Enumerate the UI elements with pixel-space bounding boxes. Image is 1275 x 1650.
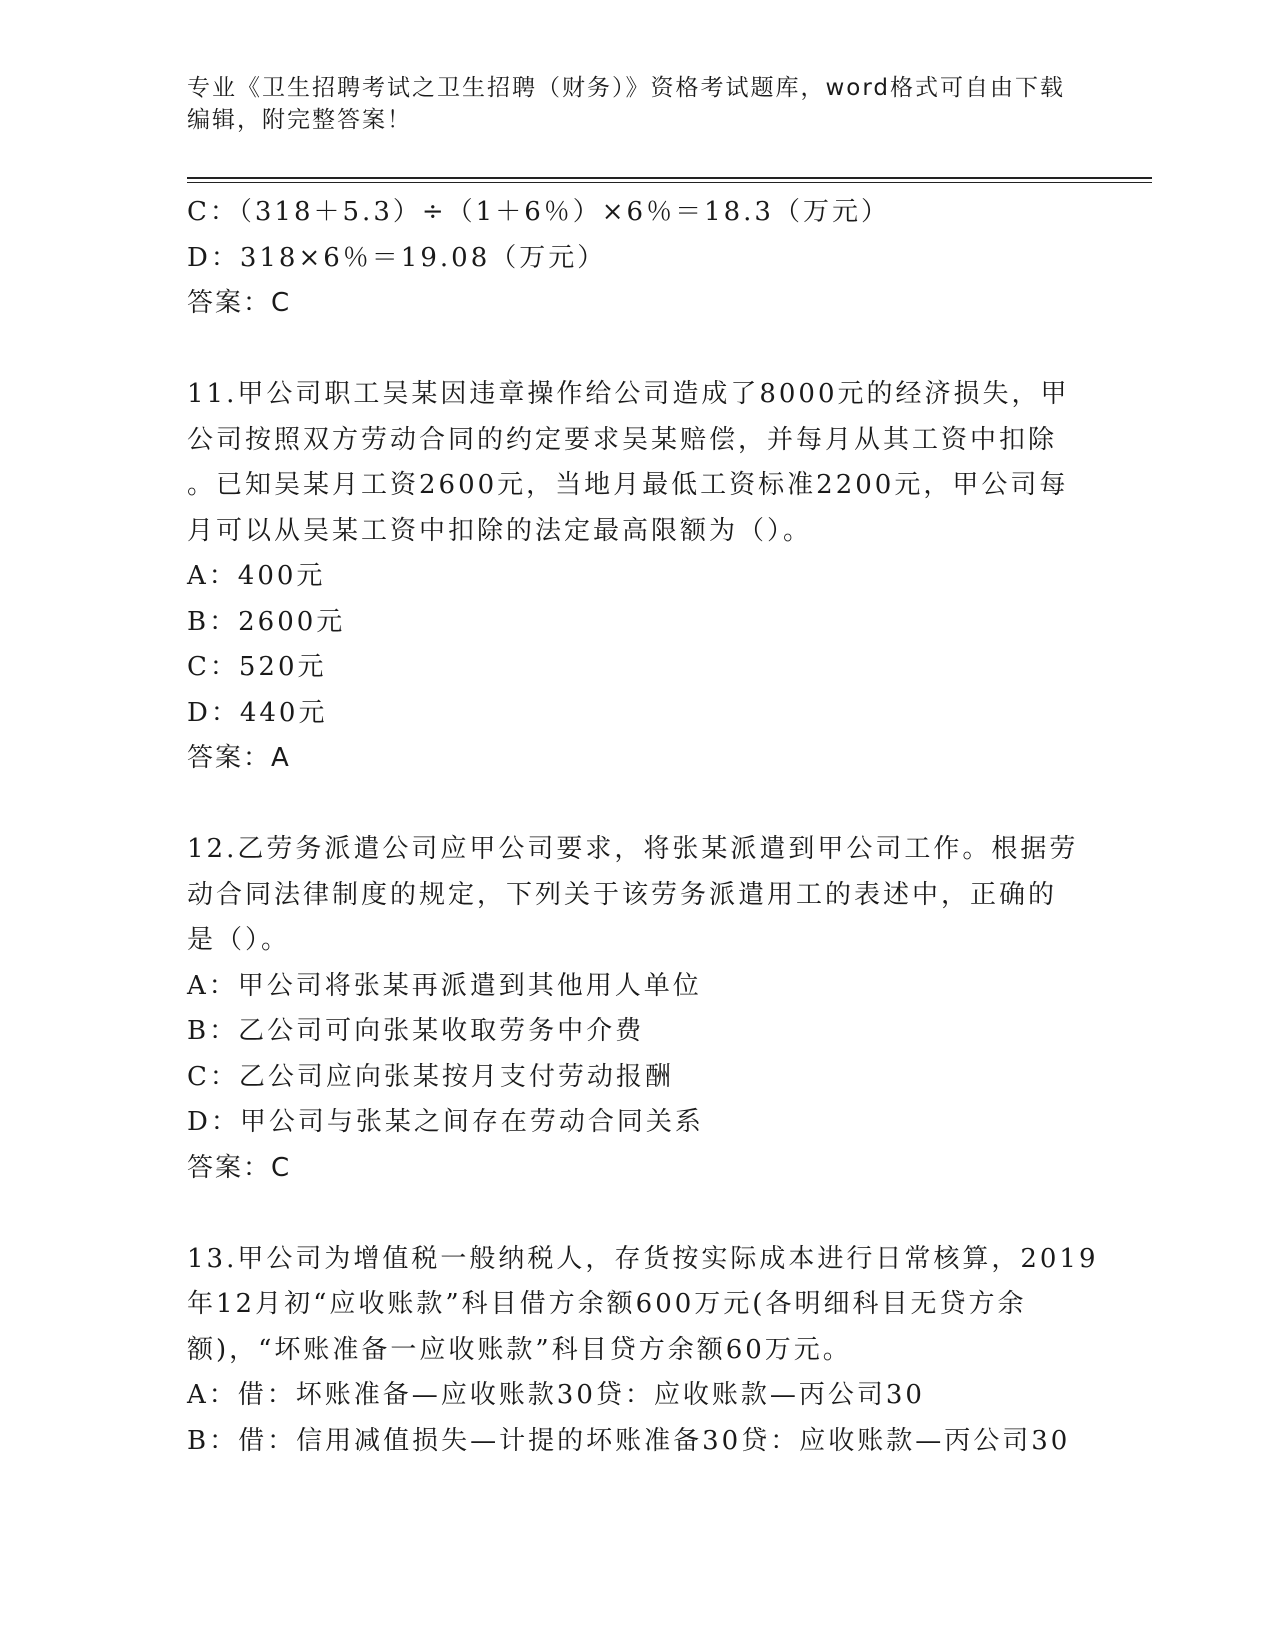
q13-option-b: B：借：信用减值损失—计提的坏账准备30贷：应收账款—丙公司30	[187, 1425, 1071, 1456]
q12-stem-line: 动合同法律制度的规定，下列关于该劳务派遣用工的表述中，正确的	[187, 879, 1058, 910]
q11-stem-line: 公司按照双方劳动合同的约定要求吴某赔偿，并每月从其工资中扣除	[187, 424, 1058, 455]
q12-option-b: B：乙公司可向张某收取劳务中介费	[187, 1016, 645, 1046]
q11-stem-line: 。已知吴某月工资2600元，当地月最低工资标准2200元，甲公司每	[187, 470, 1069, 500]
spacer	[187, 327, 1087, 373]
spacer	[187, 782, 1087, 828]
question-12	[187, 827, 1087, 1191]
prev-option-d: D：318×6％＝19.08（万元）	[187, 242, 607, 273]
prev-option-c: C：（318＋5.3）÷（1＋6％）×6％＝18.3（万元）	[187, 197, 890, 227]
header-line-1: 专业《卫生招聘考试之卫生招聘（财务）》资格考试题库，word格式可自由下载	[187, 75, 1066, 101]
q12-option-a: A：甲公司将张某再派遣到其他用人单位	[187, 970, 702, 1001]
q11-stem-line: 11.甲公司职工吴某因违章操作给公司造成了8000元的经济损失，甲	[187, 379, 1070, 409]
header-divider-thin	[187, 182, 1152, 183]
header-line-2: 编辑，附完整答案！	[187, 107, 412, 133]
q11-stem-line: 月可以从吴某工资中扣除的法定最高限额为（）。	[187, 515, 813, 546]
q13-stem-line: 13.甲公司为增值税一般纳税人，存货按实际成本进行日常核算，2019	[187, 1243, 1099, 1274]
q13-stem-line: 年12月初“应收账款”科目借方余额600万元(各明细科目无贷方余	[187, 1289, 1027, 1319]
q12-answer: 答案：C	[187, 1152, 292, 1183]
spacer	[187, 1191, 1087, 1237]
q11-option-c: C：520元	[187, 652, 327, 682]
q13-stem-line: 额)，“坏账准备一应收账款”科目贷方余额60万元。	[187, 1334, 852, 1365]
q12-stem-line: 是（）。	[187, 925, 291, 955]
question-content	[187, 190, 1099, 1464]
q12-option-c: C：乙公司应向张某按月支付劳动报酬	[187, 1061, 674, 1092]
prev-answer: 答案：C	[187, 288, 292, 318]
q11-option-a: A：400元	[187, 561, 326, 591]
question-11	[187, 372, 1087, 782]
q13-option-a: A：借：坏账准备—应收账款30贷：应收账款—丙公司30	[187, 1380, 925, 1410]
q12-stem-line: 12.乙劳务派遣公司应甲公司要求，将张某派遣到甲公司工作。根据劳	[187, 834, 1079, 864]
q11-option-b: B：2600元	[187, 606, 346, 637]
q11-answer: 答案：A	[187, 743, 291, 773]
q12-option-d: D：甲公司与张某之间存在劳动合同关系	[187, 1107, 704, 1137]
q11-option-d: D：440元	[187, 697, 328, 728]
header-divider-thick	[187, 177, 1152, 179]
document-header	[187, 72, 1087, 136]
question-13	[187, 1237, 1099, 1465]
